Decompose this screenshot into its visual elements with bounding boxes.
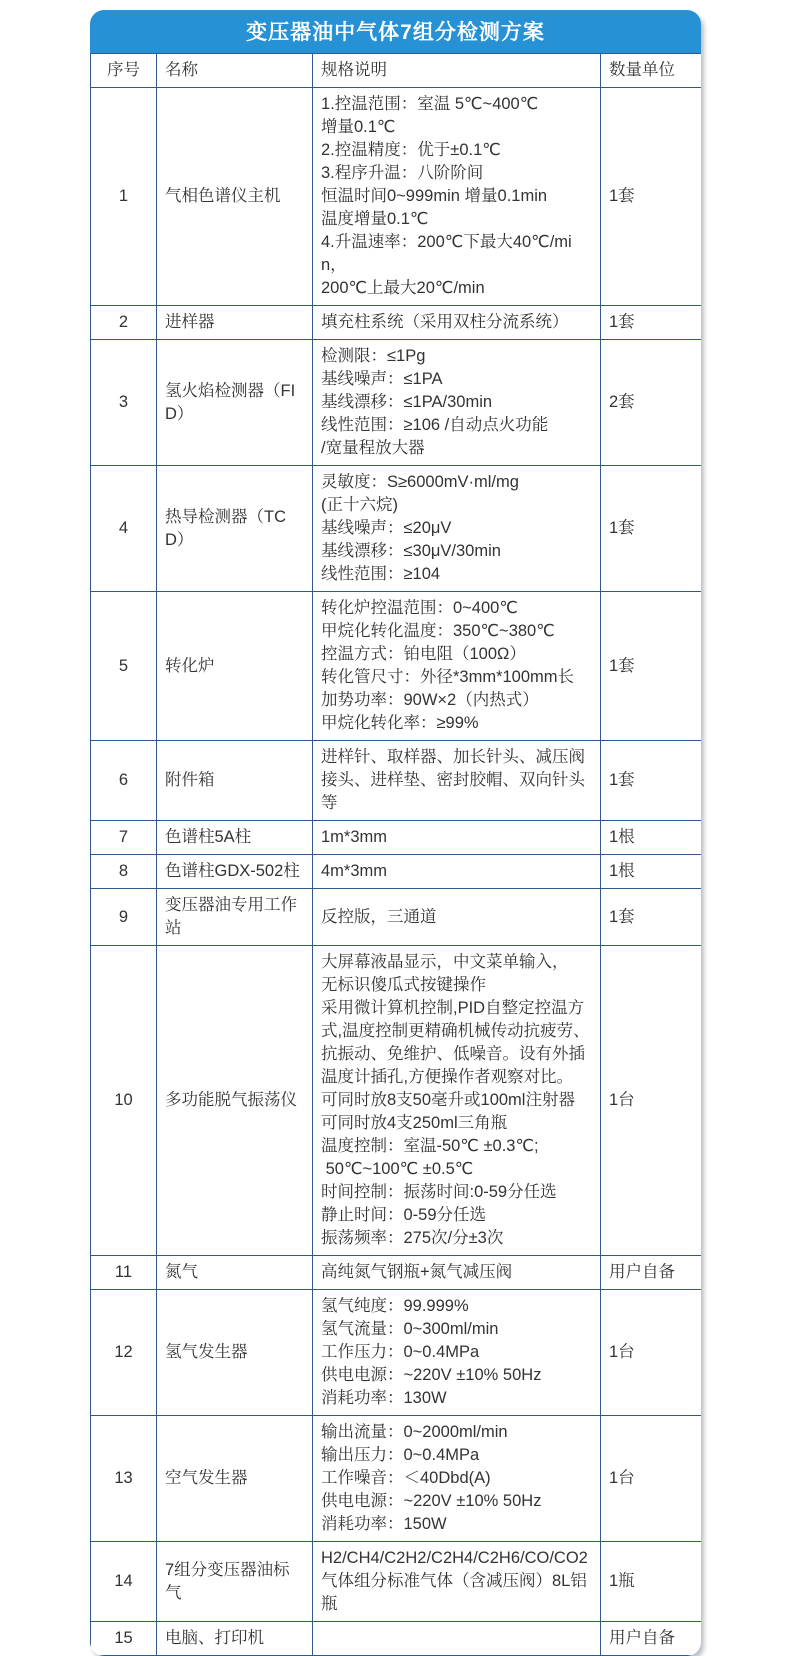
row-no: 5 [91, 592, 157, 741]
row-spec: H2/CH4/C2H2/C2H4/C2H6/CO/CO2 气体组分标准气体（含减压阀）8L铝瓶 [313, 1542, 601, 1622]
table-row [91, 889, 702, 946]
row-qty: 1台 [601, 1290, 702, 1416]
table-row [91, 466, 702, 592]
row-no: 7 [91, 821, 157, 855]
table-row [91, 88, 702, 306]
col-header-spec: 规格说明 [313, 54, 601, 88]
row-qty: 1套 [601, 88, 702, 306]
row-qty: 2套 [601, 340, 702, 466]
row-qty: 1根 [601, 821, 702, 855]
row-spec: 输出流量：0~2000ml/min 输出压力：0~0.4MPa 工作噪音：＜40Dbd(A) 供电电源：~220V ±10% 50Hz 消耗功率：150W [313, 1416, 601, 1542]
row-name: 气相色谱仪主机 [157, 88, 313, 306]
row-no: 3 [91, 340, 157, 466]
row-spec: 转化炉控温范围：0~400℃ 甲烷化转化温度：350℃~380℃ 控温方式：铂电阻（100Ω） 转化管尺寸：外径*3mm*100mm长 加势功率：90W×2（内热式） 甲烷化转化率：≥99% [313, 592, 601, 741]
row-spec: 填充柱系统（采用双柱分流系统） [313, 306, 601, 340]
row-name: 氢气发生器 [157, 1290, 313, 1416]
row-no: 1 [91, 88, 157, 306]
row-spec: 反控版，三通道 [313, 889, 601, 946]
row-no: 9 [91, 889, 157, 946]
spec-table [90, 53, 701, 1656]
table-row [91, 946, 702, 1256]
row-name: 热导检测器（TCD） [157, 466, 313, 592]
table-row [91, 1256, 702, 1290]
table-row [91, 821, 702, 855]
row-no: 11 [91, 1256, 157, 1290]
row-qty: 用户自备 [601, 1256, 702, 1290]
row-qty: 1套 [601, 592, 702, 741]
row-spec: 进样针、取样器、加长针头、减压阀接头、进样垫、密封胶帽、双向针头等 [313, 741, 601, 821]
col-header-name: 名称 [157, 54, 313, 88]
row-name: 多功能脱气振荡仪 [157, 946, 313, 1256]
row-qty: 1台 [601, 1416, 702, 1542]
header-row [91, 54, 702, 88]
row-spec [313, 1622, 601, 1656]
row-qty: 用户自备 [601, 1622, 702, 1656]
row-qty: 1瓶 [601, 1542, 702, 1622]
row-spec: 高纯氮气钢瓶+氮气减压阀 [313, 1256, 601, 1290]
row-name: 附件箱 [157, 741, 313, 821]
row-name: 氢火焰检测器（FID） [157, 340, 313, 466]
col-header-qty: 数量单位 [601, 54, 702, 88]
col-header-no: 序号 [91, 54, 157, 88]
row-no: 8 [91, 855, 157, 889]
table-row [91, 1622, 702, 1656]
row-spec: 灵敏度：S≥6000mV·ml/mg (正十六烷) 基线噪声：≤20μV 基线漂移：≤30μV/30min 线性范围：≥104 [313, 466, 601, 592]
row-name: 电脑、打印机 [157, 1622, 313, 1656]
table-row [91, 1290, 702, 1416]
row-no: 14 [91, 1542, 157, 1622]
row-name: 氮气 [157, 1256, 313, 1290]
row-name: 变压器油专用工作站 [157, 889, 313, 946]
row-no: 12 [91, 1290, 157, 1416]
row-no: 2 [91, 306, 157, 340]
row-spec: 1m*3mm [313, 821, 601, 855]
row-spec: 4m*3mm [313, 855, 601, 889]
row-name: 进样器 [157, 306, 313, 340]
row-name: 空气发生器 [157, 1416, 313, 1542]
row-spec: 检测限：≤1Pg 基线噪声：≤1PA 基线漂移：≤1PA/30min 线性范围：≥106 /自动点火功能 /宽量程放大器 [313, 340, 601, 466]
row-spec: 1.控温范围：室温 5℃~400℃ 增量0.1℃ 2.控温精度：优于±0.1℃ 3.程序升温：八阶阶间 恒温时间0~999min 增量0.1min 温度增量0.1℃ 4.升温速率：200℃下最大40℃/min， 200℃上最大20℃/min [313, 88, 601, 306]
row-qty: 1根 [601, 855, 702, 889]
table-row [91, 340, 702, 466]
row-qty: 1台 [601, 946, 702, 1256]
page-title: 变压器油中气体7组分检测方案 [90, 10, 701, 53]
spec-card [90, 10, 701, 1656]
table-row [91, 1416, 702, 1542]
row-spec: 大屏幕液晶显示，中文菜单输入， 无标识傻瓜式按键操作 采用微计算机控制,PID自整定控温方式,温度控制更精确机械传动抗疲劳、抗振动、免维护、低噪音。设有外插温度计插孔,方便操作者观察对比。 可同时放8支50毫升或100ml注射器 可同时放4支250ml三角瓶 温度控制：室温-50℃ ±0.3℃; 50℃~100℃ ±0.5℃ 时间控制：振荡时间:0-59分任选 静止时间：0-59分任选 振荡频率：275次/分±3次 [313, 946, 601, 1256]
row-no: 6 [91, 741, 157, 821]
table-row [91, 306, 702, 340]
row-name: 转化炉 [157, 592, 313, 741]
row-qty: 1套 [601, 306, 702, 340]
row-name: 色谱柱5A柱 [157, 821, 313, 855]
row-name: 7组分变压器油标气 [157, 1542, 313, 1622]
row-no: 15 [91, 1622, 157, 1656]
row-no: 4 [91, 466, 157, 592]
table-row [91, 855, 702, 889]
row-name: 色谱柱GDX-502柱 [157, 855, 313, 889]
row-qty: 1套 [601, 466, 702, 592]
row-qty: 1套 [601, 889, 702, 946]
row-no: 13 [91, 1416, 157, 1542]
table-row [91, 741, 702, 821]
row-no: 10 [91, 946, 157, 1256]
row-qty: 1套 [601, 741, 702, 821]
row-spec: 氢气纯度：99.999% 氢气流量：0~300ml/min 工作压力：0~0.4MPa 供电电源：~220V ±10% 50Hz 消耗功率：130W [313, 1290, 601, 1416]
table-row [91, 592, 702, 741]
table-row [91, 1542, 702, 1622]
